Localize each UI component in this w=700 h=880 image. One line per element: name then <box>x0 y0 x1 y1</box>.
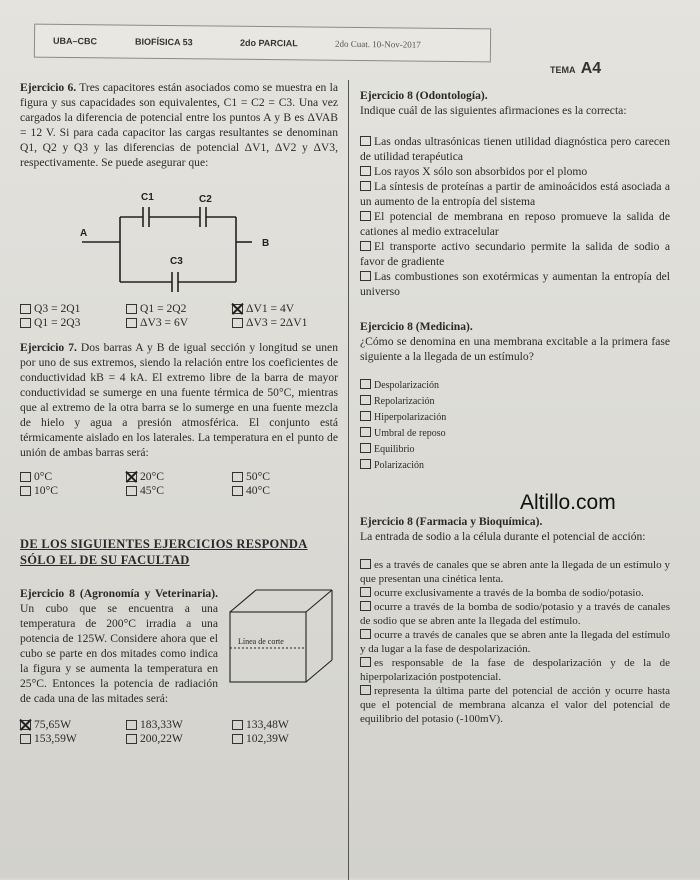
option-label: Q1 = 2Q3 <box>34 316 81 329</box>
ex8m-option[interactable] <box>360 426 670 442</box>
ex8f-option[interactable] <box>360 684 670 726</box>
checkbox[interactable] <box>232 318 243 328</box>
ex8m-option[interactable] <box>360 378 670 394</box>
ex8a-option[interactable] <box>20 718 126 732</box>
ex6-option[interactable] <box>232 302 338 316</box>
option-label: Equilibrio <box>374 444 415 455</box>
checkbox[interactable] <box>360 181 371 191</box>
ex7-option[interactable] <box>126 484 232 498</box>
header-box <box>34 24 491 63</box>
option-label: 133,48W <box>246 718 289 731</box>
ex8m-option[interactable] <box>360 410 670 426</box>
checkbox[interactable] <box>360 427 371 437</box>
ex7-option[interactable] <box>20 484 126 498</box>
checkbox[interactable] <box>232 734 243 744</box>
option-label: es a través de canales que se abren ante la llegada de un estímulo y que presentan una cinética lenta. <box>360 559 670 585</box>
checkbox[interactable] <box>360 395 371 405</box>
watermark: Altillo.com <box>520 491 616 514</box>
ex6-option[interactable] <box>126 302 232 316</box>
ex8o-options <box>360 134 670 299</box>
ex8o-text: Indique cuál de las siguientes afirmaciones es la correcta: <box>360 104 627 117</box>
ex8f-option[interactable] <box>360 586 670 600</box>
checkbox[interactable] <box>360 166 371 176</box>
ex6-option[interactable] <box>20 302 126 316</box>
ex7-option[interactable] <box>232 470 338 484</box>
option-label: Q1 = 2Q2 <box>140 302 187 315</box>
ex8a-option[interactable] <box>232 718 338 732</box>
tema-value: A4 <box>580 60 602 77</box>
checkbox-checked[interactable] <box>20 720 31 730</box>
checkbox[interactable] <box>360 559 371 569</box>
option-label: 102,39W <box>246 732 289 745</box>
cut-line-label: Línea de corte <box>238 637 284 646</box>
ex7-text: Dos barras A y B de igual sección y longitud se unen por uno de sus extremos, siendo la relación entre los coeficientes de conductividad kB = 4 kA. El extremo libre de la barra de mayor conductividad se sumerge en una fuente térmica de 50°C, mientras que al extremo de la otra barra se lo sumerge en una fuente mezcla de hielo y agua a presión atmosférica. El conjunto está térmicamente aislado en los laterales. La temperatura en el punto de unión de ambas barras será: <box>20 341 338 459</box>
ex8a-options <box>20 718 338 746</box>
checkbox[interactable] <box>360 411 371 421</box>
node-a-label: A <box>80 228 88 239</box>
ex8m-option[interactable] <box>360 442 670 458</box>
ex7-title: Ejercicio 7. <box>20 341 77 354</box>
option-label: ΔV1 = 4V <box>246 302 295 315</box>
checkbox[interactable] <box>360 241 371 251</box>
checkbox[interactable] <box>232 472 243 482</box>
university-label: UBA–CBC <box>52 35 98 47</box>
ex8o-option[interactable] <box>360 239 670 269</box>
tema-block <box>550 60 601 78</box>
option-label: 153,59W <box>34 732 77 745</box>
ex8o-option[interactable] <box>360 209 670 239</box>
node-b-label: B <box>262 238 270 249</box>
checkbox[interactable] <box>20 304 31 314</box>
checkbox[interactable] <box>20 318 31 328</box>
checkbox[interactable] <box>126 486 137 496</box>
checkbox-checked[interactable] <box>232 304 243 314</box>
exam-header <box>30 26 690 86</box>
ex6-option[interactable] <box>20 316 126 330</box>
ex8m-title: Ejercicio 8 (Medicina). <box>360 320 473 333</box>
ex6-title: Ejercicio 6. <box>20 81 77 94</box>
left-column <box>20 80 338 746</box>
option-label: ΔV3 = 6V <box>140 316 189 329</box>
exercise-8-medicina <box>360 319 670 364</box>
option-label: Las ondas ultrasónicas tienen utilidad diagnóstica pero carecen de utilidad terapéutica <box>360 135 670 163</box>
ex8m-option[interactable] <box>360 458 670 474</box>
checkbox[interactable] <box>126 318 137 328</box>
ex8m-options <box>360 378 670 474</box>
checkbox[interactable] <box>360 459 371 469</box>
checkbox[interactable] <box>360 443 371 453</box>
cube-figure <box>226 586 338 688</box>
option-label: Despolarización <box>374 380 439 391</box>
option-label: 200,22W <box>140 732 183 745</box>
checkbox[interactable] <box>232 486 243 496</box>
exam-label: 2do PARCIAL <box>239 37 298 49</box>
option-label: ΔV3 = 2ΔV1 <box>246 316 308 329</box>
checkbox[interactable] <box>360 587 371 597</box>
c1-label: C1 <box>141 192 154 203</box>
ex8f-option[interactable] <box>360 628 670 656</box>
option-label: Q3 = 2Q1 <box>34 302 81 315</box>
ex8a-option[interactable] <box>126 718 232 732</box>
option-label: El transporte activo secundario permite la salida de sodio a favor de gradiente <box>360 240 670 268</box>
checkbox[interactable] <box>126 734 137 744</box>
ex8f-options <box>360 558 670 726</box>
option-label: Las combustiones son exotérmicas y aumentan la entropía del universo <box>360 270 670 298</box>
option-label: es responsable de la fase de despolarización y de la de hiperpolarización postpotencial. <box>360 657 670 683</box>
option-label: ocurre exclusivamente a través de la bomba de sodio/potasio. <box>374 587 644 599</box>
checkbox[interactable] <box>360 657 371 667</box>
date-label: 2do Cuat. 10-Nov-2017 <box>334 38 421 50</box>
subject-label: BIOFÍSICA 53 <box>134 36 193 48</box>
tema-label: TEMA <box>550 65 576 75</box>
checkbox[interactable] <box>360 601 371 611</box>
option-label: representa la última parte del potencial de acción y ocurre hasta que el potencial de membrana alcanza el valor del potencial de equilibrio del potasio (-100mV). <box>360 685 670 725</box>
ex8m-option[interactable] <box>360 394 670 410</box>
option-label: 183,33W <box>140 718 183 731</box>
ex7-options <box>20 470 338 498</box>
ex8a-option[interactable] <box>232 732 338 746</box>
option-label: Polarización <box>374 460 424 471</box>
option-label: 10°C <box>34 484 58 497</box>
option-label: ocurre a través de la bomba de sodio/potasio y a través de canales de sodio que se abren ante la llegada del estímulo. <box>360 601 670 627</box>
ex8o-option[interactable] <box>360 164 670 179</box>
option-label: El potencial de membrana en reposo promueve la salida de cationes al medio extracelular <box>360 210 670 238</box>
ex8o-option[interactable] <box>360 179 670 209</box>
option-label: 50°C <box>246 470 270 483</box>
ex8f-option[interactable] <box>360 558 670 586</box>
checkbox-checked[interactable] <box>126 472 137 482</box>
option-label: 0°C <box>34 470 53 483</box>
section-heading <box>20 536 338 568</box>
checkbox[interactable] <box>360 136 371 146</box>
option-label: ocurre a través de canales que se abren ante la llegada del estímulo y da lugar a la fase de despolarización. <box>360 629 670 655</box>
ex6-options <box>20 302 338 330</box>
option-label: Hiperpolarización <box>374 412 447 423</box>
ex8o-option[interactable] <box>360 134 670 164</box>
ex8o-option[interactable] <box>360 269 670 299</box>
checkbox[interactable] <box>360 271 371 281</box>
checkbox[interactable] <box>20 486 31 496</box>
c3-label: C3 <box>170 256 183 267</box>
option-label: Umbral de reposo <box>374 428 446 439</box>
option-label: Repolarización <box>374 396 435 407</box>
exercise-8-farmacia <box>360 514 670 544</box>
section-heading-line2: SÓLO EL DE SU FACULTAD <box>20 553 190 567</box>
checkbox[interactable] <box>126 720 137 730</box>
option-label: 20°C <box>140 470 164 483</box>
column-divider <box>348 80 349 880</box>
checkbox[interactable] <box>126 304 137 314</box>
checkbox[interactable] <box>20 472 31 482</box>
exercise-7 <box>20 340 338 460</box>
ex8f-text: La entrada de sodio a la célula durante el potencial de acción: <box>360 530 646 543</box>
ex8o-title: Ejercicio 8 (Odontología). <box>360 89 488 102</box>
ex8f-option[interactable] <box>360 656 670 684</box>
ex8a-text: Un cubo que se encuentra a una temperatura de 200°C irradia a una potencia de 125W. Considere ahora que el cubo se parte en dos mitades como indica la figura y se aumenta la temperatura en 25°C. Entonces la potencia de radiación de cada una de las mitades será: <box>20 602 218 705</box>
ex8a-option[interactable] <box>126 732 232 746</box>
section-heading-line1: DE LOS SIGUIENTES EJERCICIOS RESPONDA <box>20 537 308 551</box>
option-label: 45°C <box>140 484 164 497</box>
ex6-option[interactable] <box>126 316 232 330</box>
exercise-8-odontologia <box>360 88 670 118</box>
checkbox[interactable] <box>360 379 371 389</box>
checkbox[interactable] <box>232 720 243 730</box>
exercise-6 <box>20 80 338 170</box>
exercise-8-agronomia <box>20 586 338 706</box>
ex8f-title: Ejercicio 8 (Farmacia y Bioquímica). <box>360 515 543 528</box>
ex8f-option[interactable] <box>360 600 670 628</box>
checkbox[interactable] <box>360 685 371 695</box>
ex7-option[interactable] <box>126 470 232 484</box>
ex6-option[interactable] <box>232 316 338 330</box>
option-label: Los rayos X sólo son absorbidos por el plomo <box>374 165 588 178</box>
option-label: La síntesis de proteínas a partir de aminoácidos está asociada a un aumento de la entropía del sistema <box>360 180 670 208</box>
capacitor-circuit-diagram <box>20 172 338 300</box>
ex8a-option[interactable] <box>20 732 126 746</box>
ex7-option[interactable] <box>20 470 126 484</box>
option-label: 75,65W <box>34 718 72 731</box>
c2-label: C2 <box>199 194 212 205</box>
ex8a-title: Ejercicio 8 (Agronomía y Veterinaria). <box>20 587 218 600</box>
ex8m-text: ¿Cómo se denomina en una membrana excitable a la primera fase siguiente a la llegada de un estímulo? <box>360 335 670 363</box>
checkbox[interactable] <box>360 629 371 639</box>
ex7-option[interactable] <box>232 484 338 498</box>
right-column <box>360 88 670 726</box>
checkbox[interactable] <box>360 211 371 221</box>
ex6-text: Tres capacitores están asociados como se muestra en la figura y sus capacidades son equivalentes, C1 = C2 = C3. Una vez cargados la diferencia de potencial entre los puntos A y B es ΔVAB = 12 V. Si para cada capacitor las cargas resultantes se denominan Q1, Q2 y Q3 y las diferencias de potencial ΔV1, ΔV2 y ΔV3, respectivamente. Se puede asegurar que: <box>20 81 338 169</box>
option-label: 40°C <box>246 484 270 497</box>
checkbox[interactable] <box>20 734 31 744</box>
